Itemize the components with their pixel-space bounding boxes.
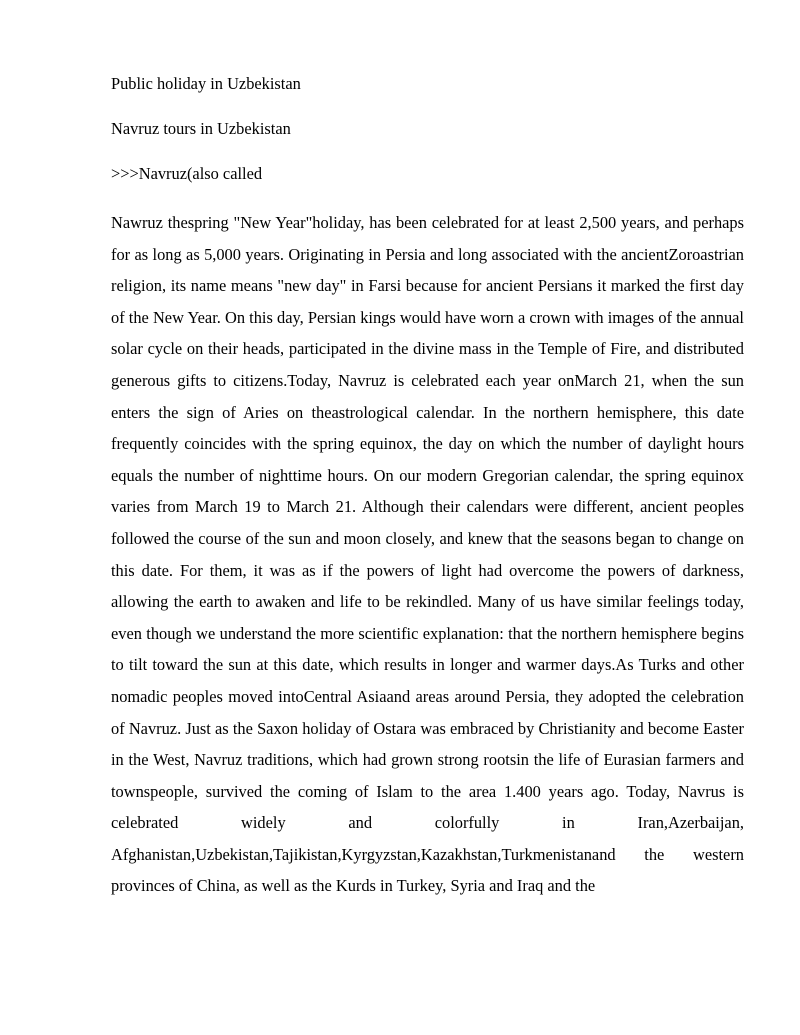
document-subtitle-line: Navruz tours in Uzbekistan (111, 119, 291, 138)
document-intro-line: >>>Navruz(also called (111, 164, 263, 183)
document-title-line: Public holiday in Uzbekistan (111, 74, 301, 93)
body-paragraph: Nawruz thespring "New Year"holiday, has been celebrated for at least 2,500 years, and perhaps for as long as 5,000 years. Originating in Persia and long associated with the ancientZoroastrian religion, its name means "new day" in Farsi because for ancient Persians it marked the first day of the New Year. On this day, Persian kings would have worn a crown with images of the annual solar cycle on their heads, participated in the divine mass in the Temple of Fire, and distributed generous gifts to citizens.Today, Navruz is celebrated each year onMarch 21, when the sun enters the sign of Aries on theastrological calendar. In the northern hemisphere, this date frequently coincides with the spring equinox, the day on which the number of daylight hours equals the number of nighttime hours. On our modern Gregorian calendar, the spring equinox varies from March 19 to March 21. Although their calendars were different, ancient peoples followed the course of the sun and moon closely, and knew that the seasons began to change on this date. For them, it was as if the powers of light had overcome the powers of darkness, allowing the earth to awaken and life to be rekindled. Many of us have similar feelings today, even though we understand the more scientific explanation: that the northern hemisphere begins to tilt toward the sun at this date, which results in longer and warmer days.As Turks and other nomadic peoples moved intoCentral Asiaand areas around Persia, they adopted the celebration of Navruz. Just as the Saxon holiday of Ostara was embraced by Christianity and become Easter in the West, Navruz traditions, which had grown strong rootsin the life of Eurasian farmers and townspeople, survived the coming of Islam to the area 1.400 years ago. Today, Navrus is celebrated widely and colorfully in Iran,Azerbaijan, Afghanistan,Uzbekistan,Tajikistan,Kyrgyzstan,Kazakhstan,Turkmenistanand the western provinces of China, as well as the Kurds in Turkey, Syria and Iraq and the (111, 213, 744, 896)
